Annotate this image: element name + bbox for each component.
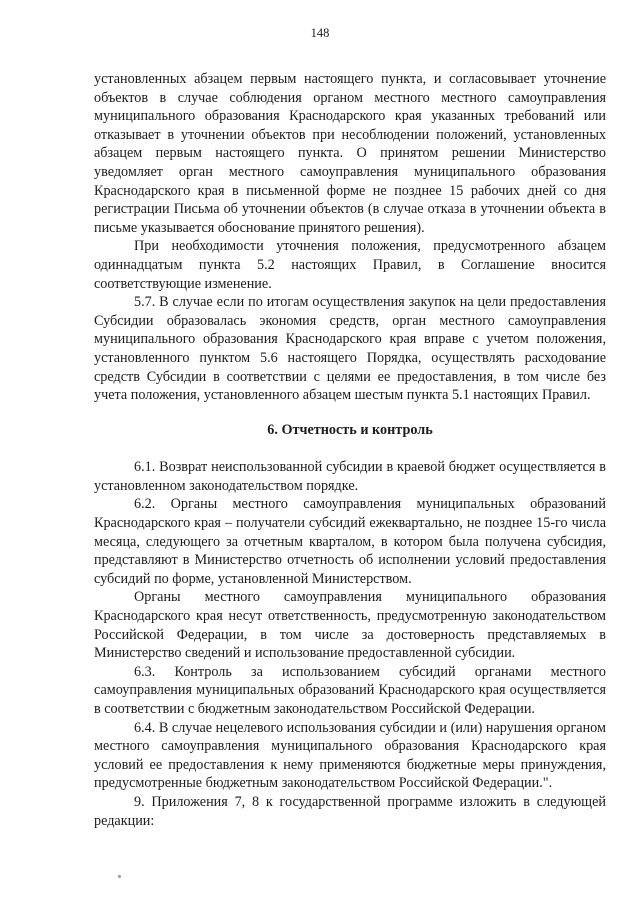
paragraph-6-3: 6.3. Контроль за использованием субсидий органами местного самоуправления муниципальных образований Краснодарского края осуществляется в соответствии с бюджетным законодательством Российской Федерации. (94, 663, 606, 717)
paragraph-responsibility: Органы местного самоуправления муниципального образования Краснодарского края несут ответственность, предусмотренную законодательством Российской Федерации, в том числе за достоверность представляемых в Министерство сведений и использование предоставленной субсидии. (94, 589, 606, 662)
paragraph-6-1: 6.1. Возврат неиспользованной субсидии в краевой бюджет осуществляется в установленном законодательством порядке. (94, 459, 606, 494)
scan-artifact-dot (118, 875, 121, 878)
document-body (94, 70, 606, 830)
paragraph-agreement-changes: При необходимости уточнения положения, предусмотренного абзацем одиннадцатым пункта 5.2 настоящих Правил, в Соглашение вносится соответствующие изменение. (94, 238, 606, 292)
paragraph-6-2: 6.2. Органы местного самоуправления муниципальных образований Краснодарского края – получатели субсидий ежеквартально, не позднее 15-го числа месяца, следующего за отчетным кварталом, в котором была получена субсидия, представляют в Министерство отчетность об исполнении условий предоставления субсидий по форме, установленной Министерством. (94, 496, 606, 587)
page-number: 148 (310, 26, 330, 40)
paragraph-objects-clarification: установленных абзацем первым настоящего пункта, и согласовывает уточнение объектов в случае соблюдения органом местного местного самоуправления муниципального образования Краснодарского края указанных требований или отказывает в уточнении объектов при несоблюдении положений, установленных абзацем первым настоящего пункта. О принятом решении Министерство уведомляет орган местного самоуправления муниципального образования Краснодарского края в письменной форме не позднее 15 рабочих дней со дня регистрации Письма об уточнении объектов (в случае отказа в уточнении объекта в письме указывается обоснование принятого решения). (94, 71, 606, 236)
paragraph-6-4: 6.4. В случае нецелевого использования субсидии и (или) нарушения органом местного самоуправления муниципального образования Краснодарского края условий ее предоставления к нему применяются бюджетные меры принуждения, предусмотренные бюджетным законодательством Российской Федерации.". (94, 719, 606, 792)
paragraph-9: 9. Приложения 7, 8 к государственной программе изложить в следующей редакции: (94, 793, 606, 829)
paragraph-5-7: 5.7. В случае если по итогам осуществления закупок на цели предоставления Субсидии образовалась экономия средств, орган местного самоуправления муниципального образования Краснодарского края вправе с учетом положения, установленного пунктом 5.6 настоящего Порядка, осуществлять расходование средств Субсидии в соответствии с целями ее предоставления, в том числе без учета положения, установленного абзацем шестым пункта 5.1 настоящих Правил. (94, 294, 606, 404)
section-heading: 6. Отчетность и контроль (267, 421, 433, 438)
